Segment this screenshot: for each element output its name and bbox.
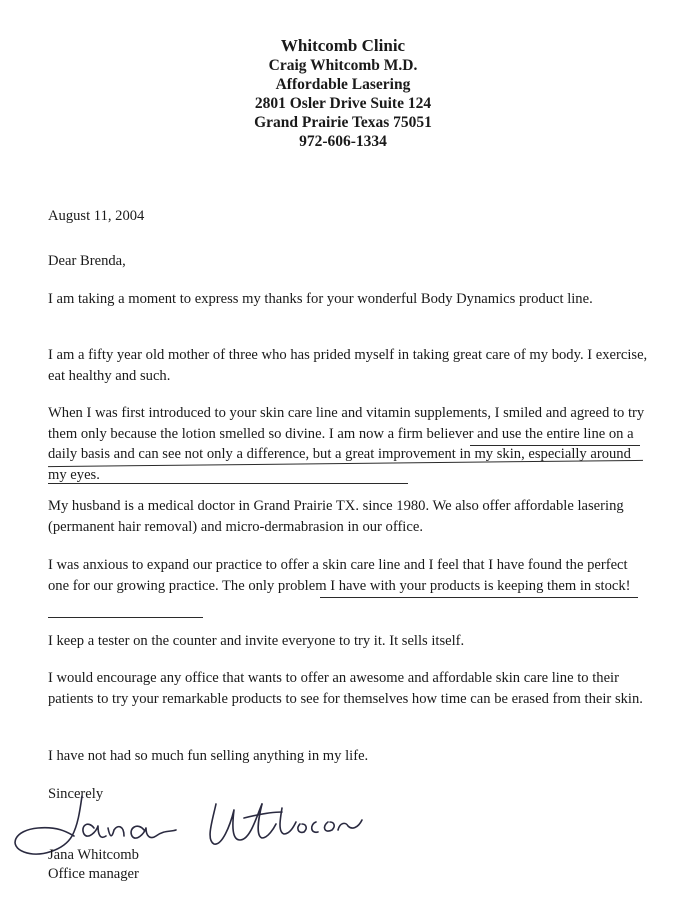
paragraph-7: I would encourage any office that wants to offer an awesome and affordable skin care line to their patients to try your remarkable products to see for themselves how time can be erased from their skin. [48, 670, 643, 707]
underline-mark [48, 483, 408, 484]
underline-mark [320, 597, 638, 598]
doctor-name: Craig Whitcomb M.D. [268, 57, 418, 74]
paragraph-3: When I was first introduced to your skin care line and vitamin supplements, I smiled and agreed to try them only because the lotion smelled so divine. I am now a firm believer and use the entire line on a daily basis and can see not only a difference, but a great improvement in my skin, especially around my eyes. [48, 405, 645, 483]
letterhead [0, 36, 686, 151]
address-line-1: 2801 Osler Drive Suite 124 [254, 95, 432, 112]
closing: Sincerely [48, 786, 104, 802]
paragraph-8: I have not had so much fun selling anything in my life. [48, 748, 369, 764]
paragraph-2: I am a fifty year old mother of three who has prided myself in taking great care of my body. I exercise, eat healthy and such. [48, 347, 648, 384]
paragraph-6: I keep a tester on the counter and invite everyone to try it. It sells itself. [48, 633, 465, 649]
phone-number: 972-606-1334 [299, 133, 387, 150]
address-line-2: Grand Prairie Texas 75051 [254, 114, 432, 131]
paragraph-4: My husband is a medical doctor in Grand Prairie TX. since 1980. We also offer affordable lasering (permanent hair removal) and micro-dermabrasion in our office. [48, 498, 624, 535]
underline-mark [48, 617, 203, 618]
signer-title: Office manager [48, 866, 139, 882]
salutation: Dear Brenda, [48, 253, 126, 269]
underline-mark [470, 445, 640, 446]
paragraph-5: I was anxious to expand our practice to offer a skin care line and I feel that I have found the perfect one for our growing practice. The only problem I have with your products is keeping them in stock! [48, 557, 631, 594]
signer-name: Jana Whitcomb [48, 847, 139, 863]
paragraph-1: I am taking a moment to express my thanks for your wonderful Body Dynamics product line. [48, 291, 593, 307]
letter-date: August 11, 2004 [48, 208, 145, 224]
service-name: Affordable Lasering [275, 76, 411, 93]
clinic-name: Whitcomb Clinic [280, 36, 406, 55]
